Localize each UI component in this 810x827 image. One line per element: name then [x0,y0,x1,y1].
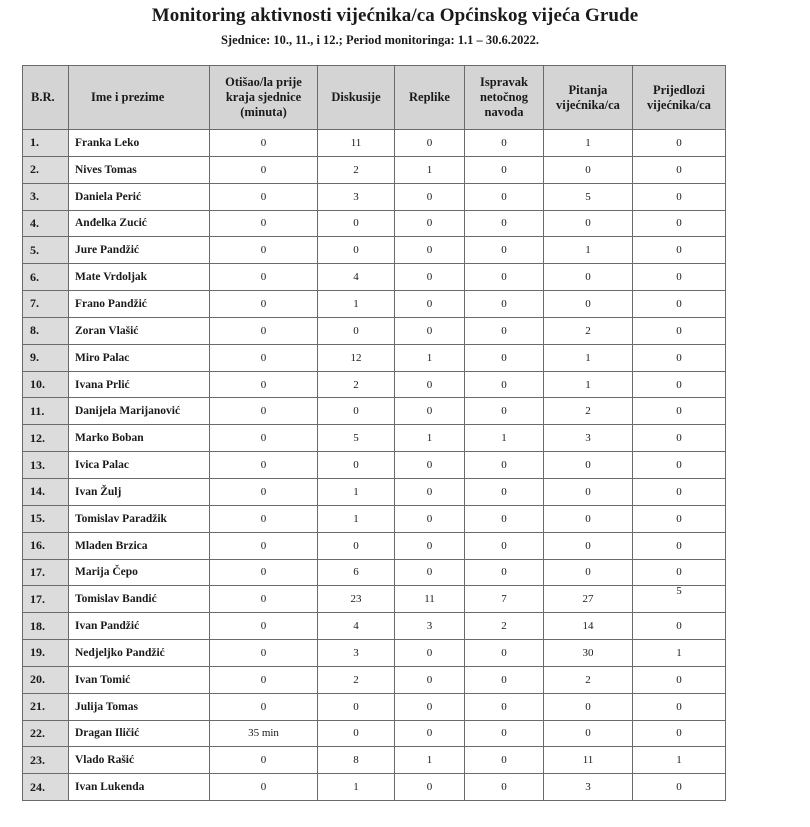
cell-corrections: 0 [465,640,544,667]
cell-replies: 0 [395,291,465,318]
table-row [23,532,726,559]
cell-replies: 0 [395,666,465,693]
cell-proposals: 0 [633,156,726,183]
cell-left-early: 0 [210,398,318,425]
cell-replies: 0 [395,264,465,291]
cell-proposals: 0 [633,505,726,532]
cell-discussions: 11 [318,130,395,157]
cell-number: 24. [23,774,69,801]
cell-number: 9. [23,344,69,371]
cell-questions: 0 [544,452,633,479]
cell-replies: 0 [395,532,465,559]
cell-name: Vlado Rašić [69,747,210,774]
cell-proposals: 1 [633,640,726,667]
cell-discussions: 4 [318,264,395,291]
cell-left-early: 0 [210,291,318,318]
cell-replies: 0 [395,559,465,586]
cell-name: Ivan Lukenda [69,774,210,801]
cell-questions: 0 [544,291,633,318]
cell-corrections: 0 [465,237,544,264]
cell-corrections: 0 [465,505,544,532]
cell-replies: 0 [395,371,465,398]
table-row [23,183,726,210]
cell-left-early: 0 [210,371,318,398]
cell-replies: 0 [395,398,465,425]
cell-name: Tomislav Paradžik [69,505,210,532]
cell-number: 15. [23,505,69,532]
cell-questions: 1 [544,237,633,264]
cell-replies: 0 [395,183,465,210]
cell-name: Tomislav Bandić [69,586,210,613]
cell-number: 3. [23,183,69,210]
table-row [23,264,726,291]
cell-replies: 3 [395,613,465,640]
cell-name: Mladen Brzica [69,532,210,559]
cell-number: 21. [23,693,69,720]
cell-name: Ivan Pandžić [69,613,210,640]
cell-proposals: 0 [633,371,726,398]
cell-corrections: 1 [465,425,544,452]
cell-corrections: 0 [465,693,544,720]
header-replies: Replike [395,66,465,130]
table-row [23,559,726,586]
cell-discussions: 1 [318,505,395,532]
cell-number: 22. [23,720,69,747]
cell-number: 17. [23,586,69,613]
table-row [23,156,726,183]
cell-replies: 0 [395,693,465,720]
cell-name: Ivica Palac [69,452,210,479]
table-row [23,130,726,157]
cell-questions: 30 [544,640,633,667]
table-row [23,237,726,264]
cell-name: Daniela Perić [69,183,210,210]
cell-left-early: 0 [210,693,318,720]
table-row [23,478,726,505]
cell-questions: 2 [544,666,633,693]
header-name: Ime i prezime [69,66,210,130]
cell-name: Anđelka Zucić [69,210,210,237]
cell-discussions: 23 [318,586,395,613]
cell-proposals: 0 [633,183,726,210]
table-row [23,398,726,425]
cell-name: Julija Tomas [69,693,210,720]
cell-number: 4. [23,210,69,237]
cell-proposals: 0 [633,613,726,640]
cell-questions: 2 [544,398,633,425]
cell-corrections: 0 [465,344,544,371]
table-row [23,291,726,318]
document-subtitle: Sjednice: 10., 11., i 12.; Period monitoringa: 1.1 – 30.6.2022. [220,33,540,47]
header-discussions: Diskusije [318,66,395,130]
cell-name: Nedjeljko Pandžić [69,640,210,667]
cell-proposals: 0 [633,425,726,452]
table-row [23,613,726,640]
table-row [23,505,726,532]
cell-proposals: 0 [633,666,726,693]
cell-left-early: 0 [210,640,318,667]
cell-discussions: 2 [318,371,395,398]
cell-proposals: 0 [633,720,726,747]
cell-number: 7. [23,291,69,318]
cell-questions: 0 [544,559,633,586]
header-left-early: Otišao/la prije kraja sjednice (minuta) [210,66,318,130]
cell-number: 8. [23,317,69,344]
cell-name: Frano Pandžić [69,291,210,318]
cell-left-early: 0 [210,130,318,157]
cell-replies: 0 [395,130,465,157]
cell-number: 6. [23,264,69,291]
cell-discussions: 1 [318,291,395,318]
cell-questions: 0 [544,156,633,183]
cell-proposals: 0 [633,398,726,425]
cell-discussions: 0 [318,452,395,479]
cell-discussions: 0 [318,693,395,720]
cell-corrections: 0 [465,130,544,157]
cell-replies: 1 [395,156,465,183]
cell-questions: 0 [544,210,633,237]
table-row [23,586,726,613]
table-body [23,130,726,801]
cell-name: Franka Leko [69,130,210,157]
cell-corrections: 0 [465,183,544,210]
cell-corrections: 7 [465,586,544,613]
cell-discussions: 1 [318,478,395,505]
cell-proposals: 0 [633,559,726,586]
table-row [23,425,726,452]
table-row [23,720,726,747]
cell-number: 23. [23,747,69,774]
cell-corrections: 0 [465,156,544,183]
cell-number: 17. [23,559,69,586]
cell-discussions: 0 [318,398,395,425]
cell-questions: 0 [544,264,633,291]
cell-discussions: 0 [318,210,395,237]
cell-left-early: 0 [210,532,318,559]
cell-questions: 0 [544,693,633,720]
cell-name: Mate Vrdoljak [69,264,210,291]
cell-proposals: 0 [633,317,726,344]
cell-corrections: 0 [465,747,544,774]
cell-corrections: 0 [465,559,544,586]
cell-questions: 14 [544,613,633,640]
cell-questions: 1 [544,130,633,157]
cell-questions: 1 [544,371,633,398]
cell-proposals: 0 [633,344,726,371]
table-row [23,774,726,801]
cell-corrections: 0 [465,478,544,505]
cell-name: Danijela Marijanović [69,398,210,425]
cell-number: 19. [23,640,69,667]
cell-questions: 3 [544,425,633,452]
cell-name: Ivan Tomić [69,666,210,693]
cell-questions: 0 [544,505,633,532]
table-row [23,371,726,398]
cell-name: Marija Čepo [69,559,210,586]
cell-replies: 1 [395,747,465,774]
table-row [23,317,726,344]
councilor-activity-table [22,65,726,801]
cell-replies: 1 [395,344,465,371]
cell-questions: 0 [544,532,633,559]
cell-discussions: 0 [318,720,395,747]
cell-corrections: 0 [465,371,544,398]
cell-proposals: 0 [633,693,726,720]
cell-proposals [633,586,726,613]
table-header-row [23,66,726,130]
cell-left-early: 0 [210,559,318,586]
cell-questions: 3 [544,774,633,801]
table-row [23,693,726,720]
cell-discussions: 5 [318,425,395,452]
cell-replies: 1 [395,425,465,452]
cell-discussions: 2 [318,666,395,693]
cell-number: 11. [23,398,69,425]
cell-discussions: 4 [318,613,395,640]
cell-proposals: 0 [633,264,726,291]
cell-number: 14. [23,478,69,505]
cell-proposals: 0 [633,291,726,318]
cell-replies: 0 [395,478,465,505]
cell-corrections: 0 [465,317,544,344]
cell-proposals: 0 [633,478,726,505]
cell-questions: 5 [544,183,633,210]
cell-corrections: 0 [465,398,544,425]
cell-replies: 0 [395,210,465,237]
cell-corrections: 2 [465,613,544,640]
table-row [23,452,726,479]
cell-proposals: 0 [633,532,726,559]
cell-replies: 0 [395,774,465,801]
cell-corrections: 0 [465,666,544,693]
cell-left-early: 0 [210,747,318,774]
table-row [23,747,726,774]
cell-questions: 27 [544,586,633,613]
cell-discussions: 12 [318,344,395,371]
cell-left-early: 0 [210,452,318,479]
cell-replies: 0 [395,720,465,747]
cell-discussions: 1 [318,774,395,801]
cell-number: 10. [23,371,69,398]
cell-number: 16. [23,532,69,559]
cell-name: Nives Tomas [69,156,210,183]
cell-number: 20. [23,666,69,693]
cell-left-early: 0 [210,774,318,801]
cell-replies: 11 [395,586,465,613]
cell-discussions: 0 [318,532,395,559]
cell-left-early: 0 [210,237,318,264]
header-proposals: Prijedlozi vijećnika/ca [633,66,726,130]
header-questions: Pitanja vijećnika/ca [544,66,633,130]
table-row [23,344,726,371]
cell-replies: 0 [395,505,465,532]
cell-left-early: 35 min [210,720,318,747]
cell-name: Dragan Iličić [69,720,210,747]
cell-discussions: 0 [318,237,395,264]
cell-name: Jure Pandžić [69,237,210,264]
header-corrections: Ispravak netočnog navoda [465,66,544,130]
cell-questions: 11 [544,747,633,774]
cell-left-early: 0 [210,317,318,344]
cell-left-early: 0 [210,210,318,237]
cell-replies: 0 [395,640,465,667]
cell-left-early: 0 [210,264,318,291]
cell-questions: 1 [544,344,633,371]
cell-discussions: 6 [318,559,395,586]
cell-name: Marko Boban [69,425,210,452]
cell-questions: 2 [544,317,633,344]
table-row [23,666,726,693]
cell-number: 13. [23,452,69,479]
cell-discussions: 3 [318,183,395,210]
cell-left-early: 0 [210,478,318,505]
cell-left-early: 0 [210,344,318,371]
cell-left-early: 0 [210,425,318,452]
header-number: B.R. [23,66,69,130]
cell-corrections: 0 [465,774,544,801]
cell-corrections: 0 [465,210,544,237]
cell-left-early: 0 [210,613,318,640]
cell-value: 5 [676,585,682,598]
cell-questions: 0 [544,720,633,747]
cell-name: Ivana Prlić [69,371,210,398]
cell-discussions: 0 [318,317,395,344]
cell-replies: 0 [395,317,465,344]
table-row [23,210,726,237]
cell-discussions: 2 [318,156,395,183]
cell-left-early: 0 [210,156,318,183]
cell-corrections: 0 [465,291,544,318]
table-row [23,640,726,667]
cell-discussions: 3 [318,640,395,667]
cell-questions: 0 [544,478,633,505]
cell-corrections: 0 [465,264,544,291]
cell-left-early: 0 [210,183,318,210]
cell-replies: 0 [395,452,465,479]
cell-discussions: 8 [318,747,395,774]
cell-number: 12. [23,425,69,452]
cell-number: 5. [23,237,69,264]
cell-corrections: 0 [465,532,544,559]
cell-name: Zoran Vlašić [69,317,210,344]
cell-corrections: 0 [465,720,544,747]
cell-proposals: 0 [633,130,726,157]
cell-proposals: 1 [633,747,726,774]
cell-number: 2. [23,156,69,183]
document-title: Monitoring aktivnosti vijećnika/ca Općinskog vijeća Grude [151,5,639,26]
cell-number: 18. [23,613,69,640]
cell-name: Ivan Žulj [69,478,210,505]
cell-left-early: 0 [210,586,318,613]
cell-corrections: 0 [465,452,544,479]
cell-proposals: 0 [633,452,726,479]
cell-left-early: 0 [210,505,318,532]
cell-left-early: 0 [210,666,318,693]
cell-proposals: 0 [633,210,726,237]
cell-proposals: 0 [633,237,726,264]
cell-name: Miro Palac [69,344,210,371]
cell-replies: 0 [395,237,465,264]
cell-number: 1. [23,130,69,157]
cell-proposals: 0 [633,774,726,801]
